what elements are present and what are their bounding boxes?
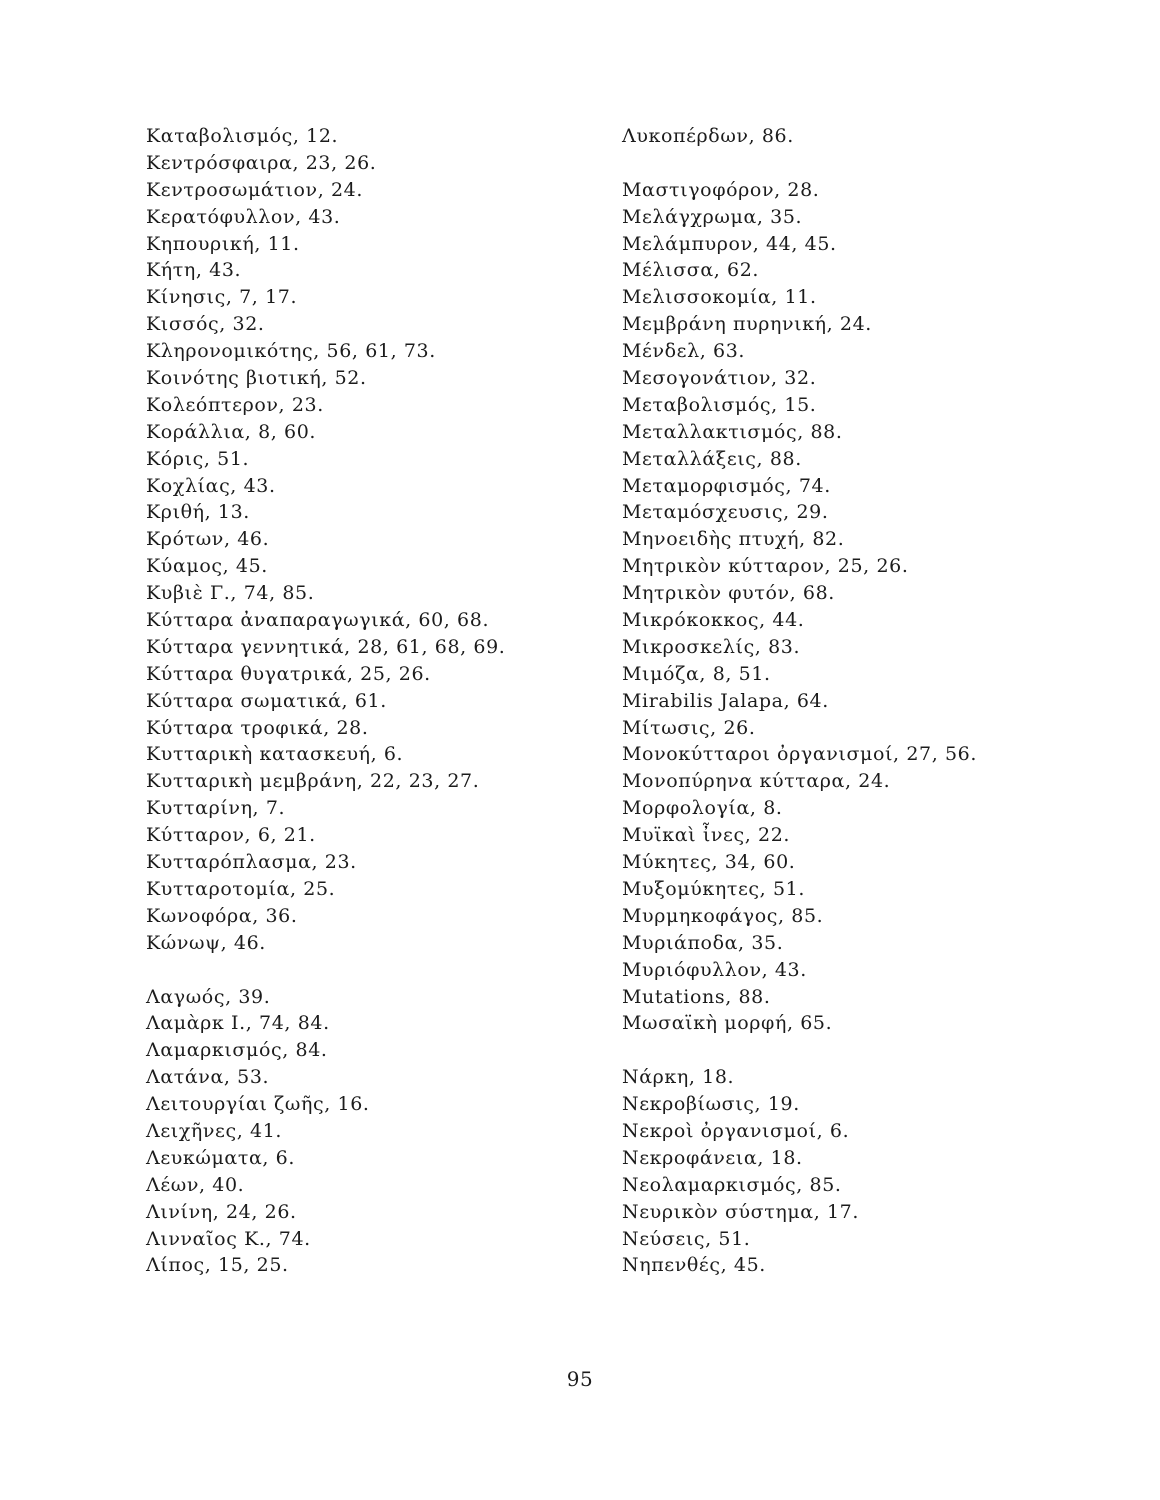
group-spacer [622,1037,1102,1064]
page-number: 95 [566,1367,594,1391]
index-entry: Νεκροφάνεια, 18. [622,1146,803,1169]
index-entry: Μίτωσις, 26. [622,716,756,739]
index-entry: Μεταβολισμός, 15. [622,393,817,416]
index-entry: Κυτταρικὴ μεμβράνη, 22, 23, 27. [146,770,480,793]
index-entry: Κολεόπτερον, 23. [146,393,324,416]
index-entry: Κυβιὲ Γ., 74, 85. [146,582,315,605]
index-entry: Κύαμος, 45. [146,555,268,578]
index-entry: Κοράλλια, 8, 60. [146,420,317,443]
index-entry: Κισσός, 32. [146,313,265,336]
index-entry: Κύτταρα σωματικά, 61. [146,689,387,712]
index-entry: Μύκητες, 34, 60. [622,851,796,874]
index-entry: Μητρικὸν κύτταρον, 25, 26. [622,555,909,578]
index-entry: Κίνησις, 7, 17. [146,286,298,309]
index-entry: Κεντροσωμάτιον, 24. [146,178,363,201]
index-group-n [622,1064,1102,1279]
index-entry: Λινναῖος Κ., 74. [146,1227,311,1250]
index-entry: Νηπενθές, 45. [622,1254,766,1277]
index-entry: Μυρμηκοφάγος, 85. [622,904,824,927]
index-entry: Μονοκύτταροι ὀργανισμοί, 27, 56. [622,743,978,766]
index-entry: Κύτταρον, 6, 21. [146,824,316,847]
index-entry: Μελισσοκομία, 11. [622,286,817,309]
index-entry: Μυϊκαὶ ἶνες, 22. [622,824,791,847]
index-entry: Λειχῆνες, 41. [146,1119,283,1142]
index-entry: Κύτταρα θυγατρικά, 25, 26. [146,662,431,685]
index-entry: Νεύσεις, 51. [622,1227,751,1250]
index-entry: Κριθή, 13. [146,501,250,524]
index-group-k [146,123,596,957]
index-entry: Κυτταρικὴ κατασκευή, 6. [146,743,404,766]
index-entry: Μικροσκελίς, 83. [622,635,801,658]
index-entry: Κεντρόσφαιρα, 23, 26. [146,151,377,174]
index-entry: Κόρις, 51. [146,447,250,470]
index-entry: Νεκροβίωσις, 19. [622,1093,800,1116]
index-entry: Μεσογονάτιον, 32. [622,367,817,390]
index-entry: Μεμβράνη πυρηνική, 24. [622,313,872,336]
index-entry: Κρότων, 46. [146,528,270,551]
index-entry: Νευρικὸν σύστημα, 17. [622,1200,860,1223]
index-entry: Κήτη, 43. [146,259,242,282]
index-entry: Κυτταροτομία, 25. [146,877,336,900]
index-column-right [622,123,1102,1279]
index-entry: Κωνοφόρα, 36. [146,904,298,927]
index-entry: Κοχλίας, 43. [146,474,276,497]
index-entry: Μεταλλακτισμός, 88. [622,420,843,443]
index-group-m [622,177,1102,1038]
group-spacer [622,150,1102,177]
index-entry: Κώνωψ, 46. [146,931,266,954]
index-entry: Μαστιγοφόρον, 28. [622,178,820,201]
index-entry: Μητρικὸν φυτόν, 68. [622,582,835,605]
index-entry: Κύτταρα ἀναπαραγωγικά, 60, 68. [146,609,490,632]
index-entry: Νεολαμαρκισμός, 85. [622,1173,842,1196]
index-entry: Μορφολογία, 8. [622,797,783,820]
index-entry: Μονοπύρηνα κύτταρα, 24. [622,770,891,793]
index-entry: Mutations, 88. [622,985,771,1008]
index-entry: Mirabilis Jalapa, 64. [622,689,829,712]
index-entry: Νάρκη, 18. [622,1066,735,1089]
index-entry: Λίπος, 15, 25. [146,1254,289,1277]
index-entry: Μελάμπυρον, 44, 45. [622,232,837,255]
index-entry: Μηνοειδὴς πτυχή, 82. [622,528,845,551]
index-entry: Κυτταρόπλασμα, 23. [146,851,357,874]
index-group-l [146,984,596,1280]
index-entry: Κληρονομικότης, 56, 61, 73. [146,340,436,363]
index-entry: Κοινότης βιοτική, 52. [146,367,367,390]
group-spacer [146,957,596,984]
index-column-left [146,123,596,1279]
index-entry: Κυτταρίνη, 7. [146,797,286,820]
index-entry: Μυριόφυλλον, 43. [622,958,807,981]
index-entry: Κύτταρα τροφικά, 28. [146,716,369,739]
index-entry: Μελάγχρωμα, 35. [622,205,803,228]
index-entry: Μέλισσα, 62. [622,259,760,282]
index-entry: Μυξομύκητες, 51. [622,877,805,900]
index-entry: Κηπουρική, 11. [146,232,300,255]
index-entry: Μωσαϊκὴ μορφή, 65. [622,1012,833,1035]
index-entry: Μυριάποδα, 35. [622,931,784,954]
index-entry: Λυκοπέρδων, 86. [622,125,794,147]
index-entry: Λαγωός, 39. [146,985,271,1008]
index-entry: Μιμόζα, 8, 51. [622,662,771,685]
index-entry: Λατάνα, 53. [146,1066,270,1089]
index-entry: Κερατόφυλλον, 43. [146,205,341,228]
index-entry: Μικρόκοκκος, 44. [622,609,805,632]
index-entry: Νεκροὶ ὀργανισμοί, 6. [622,1119,850,1142]
index-entry: Μένδελ, 63. [622,340,746,363]
index-entry: Λαμαρκισμός, 84. [146,1039,328,1062]
index-group-l-continued [622,123,1102,150]
index-entry: Λέων, 40. [146,1173,245,1196]
index-entry: Λινίνη, 24, 26. [146,1200,297,1223]
index-entry: Λευκώματα, 6. [146,1146,296,1169]
index-entry: Κύτταρα γεννητικά, 28, 61, 68, 69. [146,635,506,658]
index-entry: Μεταλλάξεις, 88. [622,447,802,470]
index-entry: Μεταμορφισμός, 74. [622,474,831,497]
index-entry: Λαμὰρκ Ι., 74, 84. [146,1012,330,1035]
index-entry: Καταβολισμός, 12. [146,125,339,147]
index-entry: Λειτουργίαι ζωῆς, 16. [146,1093,370,1116]
index-entry: Μεταμόσχευσις, 29. [622,501,829,524]
